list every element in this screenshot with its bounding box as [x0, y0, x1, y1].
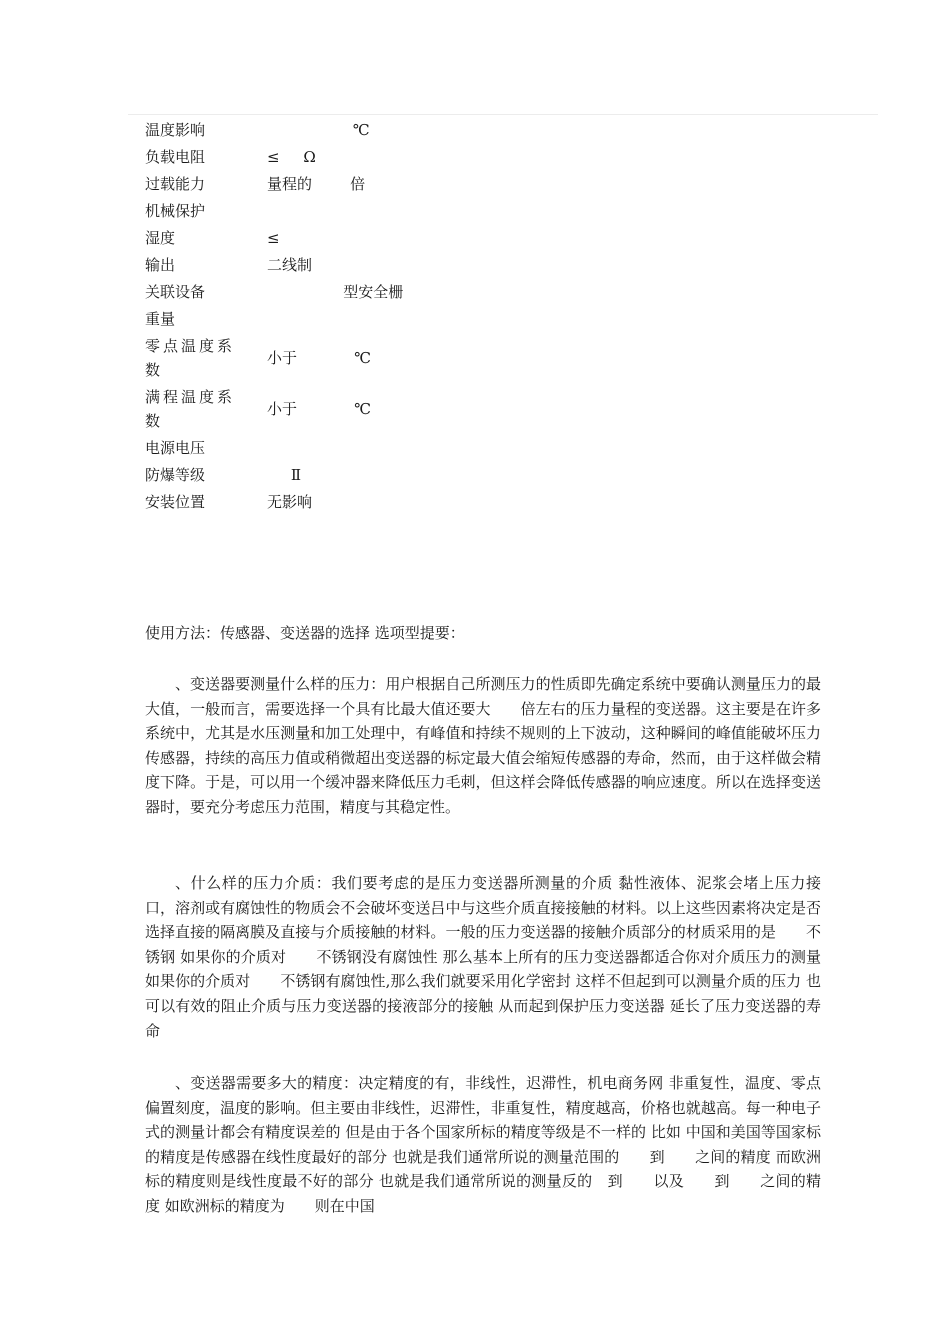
- spec-value: 型安全栅: [267, 282, 404, 301]
- spec-value: 量程的 倍: [267, 174, 366, 193]
- spec-value: ≤ Ω: [267, 147, 316, 166]
- spec-row: [145, 278, 565, 305]
- spec-row: [145, 305, 565, 332]
- spec-label: 过载能力: [145, 174, 206, 193]
- spec-row: [145, 488, 565, 515]
- spec-label: 湿度: [145, 228, 176, 247]
- spec-label: 机械保护: [145, 201, 206, 220]
- paragraph-pressure-range: 、变送器要测量什么样的压力：用户根据自己所测压力的性质即先确定系统中要确认测量压力的最大值，一般而言，需要选择一个具有比最大值还要大 倍左右的压力量程的变送器。这主要是在许多系统中，尤其是水压测量和加工处理中，有峰值和持续不规则的上下波动，这种瞬间的峰值能破坏压力传感器，持续的高压力值或稍微超出变送器的标定最大值会缩短传感器的寿命，然而，由于这样做会精度下降。于是，可以用一个缓冲器来降低压力毛刺，但这样会降低传感器的响应速度。所以在选择变送器时，要充分考虑压力范围，精度与其稳定性。: [145, 675, 821, 816]
- spec-row: [145, 224, 565, 251]
- spec-value: 小于 ℃: [267, 348, 371, 367]
- usage-heading: 使用方法：传感器、变送器的选择 选项型提要：: [145, 624, 465, 642]
- spec-row: [145, 197, 565, 224]
- spec-row: [145, 170, 565, 197]
- spec-label: 输出: [145, 255, 176, 274]
- paragraph-pressure-medium: 、什么样的压力介质：我们要考虑的是压力变送器所测量的介质 黏性液体、泥浆会堵上压力接口，溶剂或有腐蚀性的物质会不会破坏变送吕中与这些介质直接接触的材料。以上这些因素将决定是否选择直接的隔离膜及直接与介质接触的材料。一般的压力变送器的接触介质部分的材质采用的是 不锈钢 如果你的介质对 不锈钢没有腐蚀性 那么基本上所有的压力变送器都适合你对介质压力的测量 如果你的介质对 不锈钢有腐蚀性,那么我们就要采用化学密封 这样不但起到可以测量介质的压力 也可以有效的阻止介质与压力变送器的接液部分的接触 从而起到保护压力变送器 延长了压力变送器的寿命: [145, 874, 821, 1040]
- spec-label: 零点温度系数: [145, 336, 236, 379]
- spec-table: [145, 116, 565, 515]
- spec-row: [145, 116, 565, 143]
- spec-label: 关联设备: [145, 282, 206, 301]
- spec-label: 温度影响: [145, 120, 206, 139]
- spec-label: 负载电阻: [145, 147, 206, 166]
- spec-value: 小于 ℃: [267, 399, 371, 418]
- spec-row: [145, 434, 565, 461]
- spec-row: [145, 251, 565, 278]
- paragraph-accuracy: 、变送器需要多大的精度：决定精度的有，非线性，迟滞性，机电商务网 非重复性，温度、零点偏置刻度，温度的影响。但主要由非线性，迟滞性，非重复性，精度越高，价格也就越高。每一种电子式的测量计都会有精度误差的 但是由于各个国家所标的精度等级是不一样的 比如 中国和美国等国家标的精度是传感器在线性度最好的部分 也就是我们通常所说的测量范围的 到 之间的精度 而欧洲标的精度则是线性度最不好的部分 也就是我们通常所说的测量反的 到 以及 到 之间的精度 如欧洲标的精度为 则在中国: [145, 1074, 821, 1215]
- spec-label: 电源电压: [145, 438, 206, 457]
- spec-label: 防爆等级: [145, 465, 206, 484]
- spec-value: 二线制: [267, 255, 313, 274]
- header-rule: [128, 114, 878, 115]
- spec-value: ℃: [267, 120, 370, 139]
- spec-row: [145, 383, 565, 434]
- spec-row: [145, 332, 565, 383]
- spec-label: 安装位置: [145, 492, 206, 511]
- spec-value: 无影响: [267, 492, 313, 511]
- spec-label: 重量: [145, 309, 176, 328]
- spec-value: Ⅱ: [267, 465, 302, 484]
- spec-value: ≤: [267, 228, 280, 247]
- spec-row: [145, 461, 565, 488]
- spec-label: 满程温度系数: [145, 387, 236, 430]
- spec-row: [145, 143, 565, 170]
